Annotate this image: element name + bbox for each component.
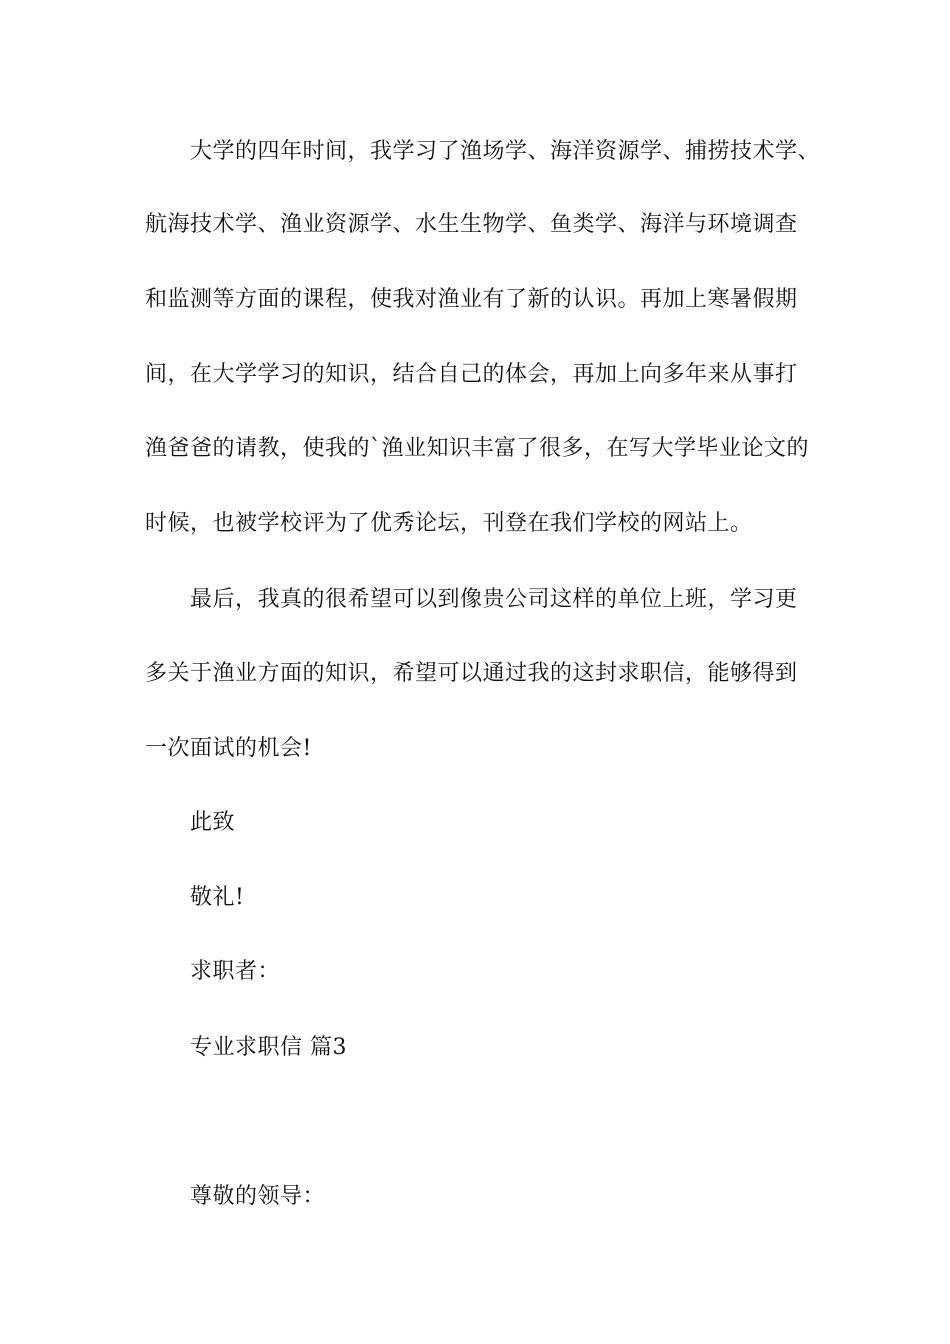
paragraph2-line-2: 多关于渔业方面的知识，希望可以通过我的这封求职信，能够得到: [145, 661, 798, 686]
closing-jing-li: 敬礼!: [190, 885, 245, 910]
paragraph1-line-4: 间，在大学学习的知识，结合自己的体会，再加上向多年来从事打: [145, 362, 798, 387]
salutation: 尊敬的领导：: [190, 1184, 326, 1209]
paragraph1-line-6: 时候，也被学校评为了优秀论坛，刊登在我们学校的网站上。: [145, 511, 753, 536]
paragraph1-line-3: 和监测等方面的课程，使我对渔业有了新的认识。再加上寒暑假期: [145, 287, 798, 312]
paragraph1-line-1: 大学的四年时间，我学习了渔场学、海洋资源学、捕捞技术学、: [190, 139, 821, 164]
paragraph1-line-5: 渔爸爸的请教，使我的`渔业知识丰富了很多，在写大学毕业论文的: [145, 436, 810, 461]
closing-ci-zhi: 此致: [190, 810, 236, 835]
section-title: 专业求职信 篇3: [190, 1035, 347, 1060]
paragraph2-line-3: 一次面试的机会!: [145, 736, 312, 761]
signature-label: 求职者：: [190, 959, 281, 984]
paragraph1-line-2: 航海技术学、渔业资源学、水生生物学、鱼类学、海洋与环境调查: [145, 212, 798, 237]
paragraph2-line-1: 最后，我真的很希望可以到像贵公司这样的单位上班，学习更: [190, 587, 798, 612]
